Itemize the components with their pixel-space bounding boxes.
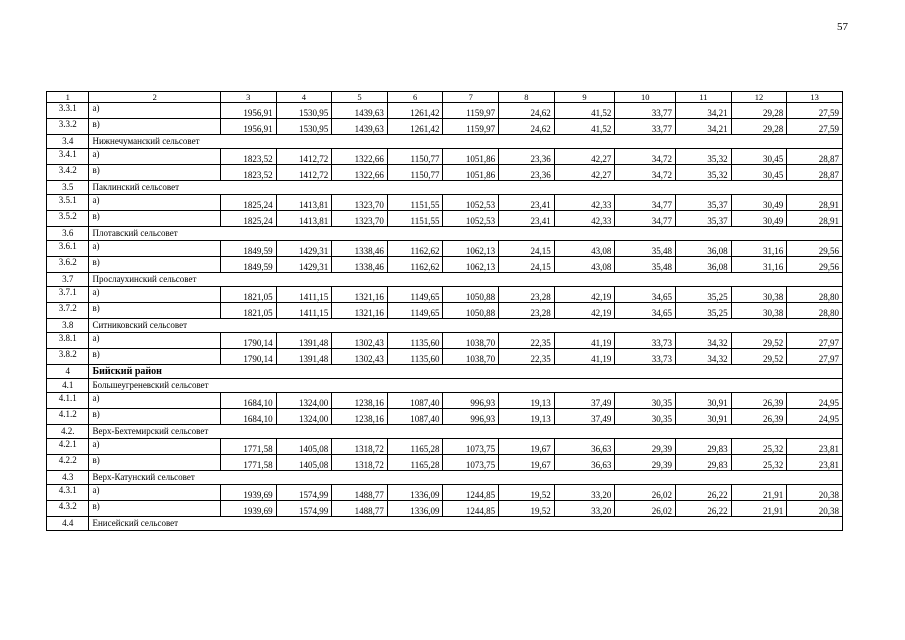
page-number: 57 — [837, 21, 848, 33]
value-cell: 19,67 — [499, 439, 555, 455]
value-cell: 34,21 — [676, 103, 732, 119]
value-cell: 21,91 — [731, 501, 787, 517]
row-id: 4.3.2 — [47, 501, 89, 517]
row-label: а) — [89, 103, 220, 119]
value-cell: 30,49 — [731, 195, 787, 211]
value-cell: 1684,10 — [220, 393, 276, 409]
value-cell: 1238,16 — [332, 409, 388, 425]
value-cell: 29,56 — [787, 257, 843, 273]
value-cell: 1956,91 — [220, 119, 276, 135]
value-cell: 26,39 — [731, 393, 787, 409]
value-cell: 1574,99 — [276, 501, 332, 517]
value-cell: 1823,52 — [220, 165, 276, 181]
row-id: 3.5.2 — [47, 211, 89, 227]
row-id: 3.7.1 — [47, 287, 89, 303]
value-cell: 1429,31 — [276, 257, 332, 273]
section-title: Большеугреневский сельсовет — [89, 379, 843, 393]
district-row — [47, 365, 843, 379]
row-label: в) — [89, 409, 220, 425]
row-id: 3.3.1 — [47, 103, 89, 119]
value-cell: 35,37 — [676, 211, 732, 227]
value-cell: 30,38 — [731, 303, 787, 319]
value-cell: 1488,77 — [332, 501, 388, 517]
tariff-table — [46, 91, 843, 531]
table-row — [47, 439, 843, 455]
column-header: 6 — [387, 92, 443, 103]
value-cell: 1244,85 — [443, 485, 499, 501]
value-cell: 33,20 — [554, 501, 615, 517]
row-label: в) — [89, 455, 220, 471]
value-cell: 1322,66 — [332, 165, 388, 181]
column-header: 10 — [615, 92, 676, 103]
column-header: 12 — [731, 92, 787, 103]
row-id: 4.1.2 — [47, 409, 89, 425]
row-id: 4.3.1 — [47, 485, 89, 501]
value-cell: 1412,72 — [276, 165, 332, 181]
value-cell: 30,38 — [731, 287, 787, 303]
value-cell: 1318,72 — [332, 439, 388, 455]
value-cell: 1135,60 — [387, 333, 443, 349]
value-cell: 41,19 — [554, 349, 615, 365]
value-cell: 30,45 — [731, 149, 787, 165]
value-cell: 1771,58 — [220, 439, 276, 455]
value-cell: 27,97 — [787, 333, 843, 349]
column-header: 8 — [499, 92, 555, 103]
section-id: 4.3 — [47, 471, 89, 485]
column-number-row — [47, 92, 843, 103]
value-cell: 26,02 — [615, 501, 676, 517]
row-label: в) — [89, 119, 220, 135]
value-cell: 42,27 — [554, 149, 615, 165]
value-cell: 1162,62 — [387, 241, 443, 257]
column-header: 5 — [332, 92, 388, 103]
value-cell: 1771,58 — [220, 455, 276, 471]
value-cell: 25,32 — [731, 455, 787, 471]
table-row — [47, 349, 843, 365]
row-id: 4.2.2 — [47, 455, 89, 471]
value-cell: 1821,05 — [220, 303, 276, 319]
value-cell: 1849,59 — [220, 241, 276, 257]
value-cell: 1073,75 — [443, 439, 499, 455]
value-cell: 34,77 — [615, 195, 676, 211]
value-cell: 22,35 — [499, 333, 555, 349]
column-header: 9 — [554, 92, 615, 103]
value-cell: 1052,53 — [443, 211, 499, 227]
value-cell: 35,48 — [615, 257, 676, 273]
value-cell: 29,28 — [731, 103, 787, 119]
row-id: 3.3.2 — [47, 119, 89, 135]
value-cell: 23,28 — [499, 303, 555, 319]
value-cell: 1338,46 — [332, 241, 388, 257]
value-cell: 24,62 — [499, 103, 555, 119]
value-cell: 26,22 — [676, 485, 732, 501]
section-title: Нижнечуманский сельсовет — [89, 135, 843, 149]
value-cell: 1238,16 — [332, 393, 388, 409]
value-cell: 1051,86 — [443, 165, 499, 181]
district-title: Бийский район — [89, 365, 843, 379]
value-cell: 24,95 — [787, 393, 843, 409]
value-cell: 20,38 — [787, 501, 843, 517]
value-cell: 1087,40 — [387, 409, 443, 425]
value-cell: 24,15 — [499, 241, 555, 257]
value-cell: 19,13 — [499, 409, 555, 425]
value-cell: 30,45 — [731, 165, 787, 181]
value-cell: 34,32 — [676, 333, 732, 349]
value-cell: 29,39 — [615, 455, 676, 471]
row-label: а) — [89, 287, 220, 303]
value-cell: 33,77 — [615, 103, 676, 119]
table-row — [47, 149, 843, 165]
value-cell: 27,59 — [787, 119, 843, 135]
value-cell: 26,02 — [615, 485, 676, 501]
value-cell: 1165,28 — [387, 455, 443, 471]
value-cell: 1322,66 — [332, 149, 388, 165]
value-cell: 20,38 — [787, 485, 843, 501]
value-cell: 1149,65 — [387, 287, 443, 303]
value-cell: 1429,31 — [276, 241, 332, 257]
value-cell: 19,52 — [499, 501, 555, 517]
value-cell: 1323,70 — [332, 211, 388, 227]
section-id: 4 — [47, 365, 89, 379]
section-title: Плотавский сельсовет — [89, 227, 843, 241]
table-row — [47, 103, 843, 119]
value-cell: 27,59 — [787, 103, 843, 119]
section-id: 3.7 — [47, 273, 89, 287]
value-cell: 23,41 — [499, 211, 555, 227]
table-row — [47, 119, 843, 135]
row-label: а) — [89, 149, 220, 165]
value-cell: 33,73 — [615, 349, 676, 365]
row-label: а) — [89, 485, 220, 501]
table-row — [47, 257, 843, 273]
section-row — [47, 425, 843, 439]
row-id: 4.1.1 — [47, 393, 89, 409]
column-header: 3 — [220, 92, 276, 103]
value-cell: 28,91 — [787, 195, 843, 211]
value-cell: 34,72 — [615, 165, 676, 181]
row-label: в) — [89, 257, 220, 273]
value-cell: 29,83 — [676, 439, 732, 455]
value-cell: 30,91 — [676, 393, 732, 409]
value-cell: 1150,77 — [387, 149, 443, 165]
value-cell: 1391,48 — [276, 333, 332, 349]
value-cell: 29,83 — [676, 455, 732, 471]
value-cell: 28,87 — [787, 149, 843, 165]
value-cell: 36,08 — [676, 257, 732, 273]
value-cell: 1530,95 — [276, 119, 332, 135]
value-cell: 34,65 — [615, 303, 676, 319]
section-id: 4.2. — [47, 425, 89, 439]
value-cell: 22,35 — [499, 349, 555, 365]
value-cell: 41,19 — [554, 333, 615, 349]
section-id: 3.5 — [47, 181, 89, 195]
value-cell: 1052,53 — [443, 195, 499, 211]
value-cell: 1821,05 — [220, 287, 276, 303]
value-cell: 1530,95 — [276, 103, 332, 119]
section-title: Прослаухинский сельсовет — [89, 273, 843, 287]
row-label: а) — [89, 333, 220, 349]
value-cell: 1038,70 — [443, 349, 499, 365]
section-title: Ситниковский сельсовет — [89, 319, 843, 333]
value-cell: 29,52 — [731, 333, 787, 349]
section-title: Паклинский сельсовет — [89, 181, 843, 195]
table-row — [47, 501, 843, 517]
table-row — [47, 409, 843, 425]
row-id: 3.6.1 — [47, 241, 89, 257]
value-cell: 35,32 — [676, 165, 732, 181]
table-row — [47, 195, 843, 211]
value-cell: 1062,13 — [443, 257, 499, 273]
value-cell: 1391,48 — [276, 349, 332, 365]
value-cell: 26,22 — [676, 501, 732, 517]
value-cell: 24,95 — [787, 409, 843, 425]
value-cell: 1412,72 — [276, 149, 332, 165]
value-cell: 23,28 — [499, 287, 555, 303]
row-id: 3.5.1 — [47, 195, 89, 211]
value-cell: 34,65 — [615, 287, 676, 303]
value-cell: 42,33 — [554, 195, 615, 211]
section-row — [47, 227, 843, 241]
value-cell: 1162,62 — [387, 257, 443, 273]
value-cell: 1411,15 — [276, 303, 332, 319]
column-header: 4 — [276, 92, 332, 103]
value-cell: 1302,43 — [332, 349, 388, 365]
column-header: 2 — [89, 92, 220, 103]
value-cell: 1825,24 — [220, 195, 276, 211]
value-cell: 1165,28 — [387, 439, 443, 455]
table-row — [47, 165, 843, 181]
value-cell: 1849,59 — [220, 257, 276, 273]
value-cell: 34,77 — [615, 211, 676, 227]
value-cell: 42,33 — [554, 211, 615, 227]
value-cell: 1823,52 — [220, 149, 276, 165]
value-cell: 1087,40 — [387, 393, 443, 409]
table-row — [47, 287, 843, 303]
value-cell: 1338,46 — [332, 257, 388, 273]
section-row — [47, 273, 843, 287]
value-cell: 1411,15 — [276, 287, 332, 303]
value-cell: 23,36 — [499, 149, 555, 165]
value-cell: 23,81 — [787, 455, 843, 471]
row-id: 3.7.2 — [47, 303, 89, 319]
value-cell: 1038,70 — [443, 333, 499, 349]
value-cell: 1939,69 — [220, 501, 276, 517]
value-cell: 30,49 — [731, 211, 787, 227]
value-cell: 42,19 — [554, 287, 615, 303]
value-cell: 1488,77 — [332, 485, 388, 501]
row-label: а) — [89, 439, 220, 455]
value-cell: 28,91 — [787, 211, 843, 227]
value-cell: 1574,99 — [276, 485, 332, 501]
value-cell: 42,27 — [554, 165, 615, 181]
value-cell: 23,81 — [787, 439, 843, 455]
value-cell: 1439,63 — [332, 119, 388, 135]
value-cell: 34,21 — [676, 119, 732, 135]
row-id: 3.8.1 — [47, 333, 89, 349]
value-cell: 24,62 — [499, 119, 555, 135]
section-row — [47, 471, 843, 485]
value-cell: 35,25 — [676, 303, 732, 319]
value-cell: 37,49 — [554, 393, 615, 409]
row-label: а) — [89, 241, 220, 257]
row-id: 3.8.2 — [47, 349, 89, 365]
row-label: в) — [89, 303, 220, 319]
row-id: 3.4.2 — [47, 165, 89, 181]
value-cell: 35,37 — [676, 195, 732, 211]
value-cell: 21,91 — [731, 485, 787, 501]
section-title: Верх-Бехтемирский сельсовет — [89, 425, 843, 439]
value-cell: 996,93 — [443, 409, 499, 425]
value-cell: 1050,88 — [443, 303, 499, 319]
section-row — [47, 319, 843, 333]
value-cell: 1939,69 — [220, 485, 276, 501]
value-cell: 1159,97 — [443, 119, 499, 135]
value-cell: 33,77 — [615, 119, 676, 135]
section-id: 4.1 — [47, 379, 89, 393]
value-cell: 36,63 — [554, 455, 615, 471]
value-cell: 1684,10 — [220, 409, 276, 425]
value-cell: 34,72 — [615, 149, 676, 165]
value-cell: 29,28 — [731, 119, 787, 135]
value-cell: 1956,91 — [220, 103, 276, 119]
column-header: 11 — [676, 92, 732, 103]
section-title: Верх-Катунский сельсовет — [89, 471, 843, 485]
value-cell: 43,08 — [554, 241, 615, 257]
value-cell: 1413,81 — [276, 195, 332, 211]
row-label: а) — [89, 195, 220, 211]
value-cell: 30,91 — [676, 409, 732, 425]
value-cell: 33,73 — [615, 333, 676, 349]
section-row — [47, 379, 843, 393]
value-cell: 24,15 — [499, 257, 555, 273]
table-body — [47, 92, 843, 531]
value-cell: 1051,86 — [443, 149, 499, 165]
value-cell: 25,32 — [731, 439, 787, 455]
value-cell: 19,52 — [499, 485, 555, 501]
value-cell: 28,80 — [787, 287, 843, 303]
section-id: 3.8 — [47, 319, 89, 333]
row-label: в) — [89, 349, 220, 365]
value-cell: 43,08 — [554, 257, 615, 273]
value-cell: 1150,77 — [387, 165, 443, 181]
value-cell: 1135,60 — [387, 349, 443, 365]
value-cell: 28,80 — [787, 303, 843, 319]
value-cell: 1151,55 — [387, 211, 443, 227]
value-cell: 35,48 — [615, 241, 676, 257]
section-row — [47, 517, 843, 531]
section-row — [47, 135, 843, 149]
section-id: 3.4 — [47, 135, 89, 149]
row-label: а) — [89, 393, 220, 409]
value-cell: 29,39 — [615, 439, 676, 455]
value-cell: 41,52 — [554, 103, 615, 119]
row-label: в) — [89, 501, 220, 517]
value-cell: 1321,16 — [332, 303, 388, 319]
value-cell: 1405,08 — [276, 439, 332, 455]
value-cell: 23,41 — [499, 195, 555, 211]
value-cell: 31,16 — [731, 257, 787, 273]
value-cell: 1825,24 — [220, 211, 276, 227]
value-cell: 42,19 — [554, 303, 615, 319]
value-cell: 31,16 — [731, 241, 787, 257]
value-cell: 1413,81 — [276, 211, 332, 227]
value-cell: 19,67 — [499, 455, 555, 471]
value-cell: 1336,09 — [387, 501, 443, 517]
row-id: 3.6.2 — [47, 257, 89, 273]
value-cell: 41,52 — [554, 119, 615, 135]
value-cell: 34,32 — [676, 349, 732, 365]
value-cell: 1159,97 — [443, 103, 499, 119]
value-cell: 29,52 — [731, 349, 787, 365]
section-title: Енисейский сельсовет — [89, 517, 843, 531]
value-cell: 1261,42 — [387, 103, 443, 119]
value-cell: 1149,65 — [387, 303, 443, 319]
table-row — [47, 485, 843, 501]
value-cell: 1318,72 — [332, 455, 388, 471]
row-id: 3.4.1 — [47, 149, 89, 165]
value-cell: 1324,00 — [276, 393, 332, 409]
value-cell: 23,36 — [499, 165, 555, 181]
value-cell: 33,20 — [554, 485, 615, 501]
table-row — [47, 303, 843, 319]
value-cell: 36,08 — [676, 241, 732, 257]
value-cell: 35,25 — [676, 287, 732, 303]
value-cell: 28,87 — [787, 165, 843, 181]
value-cell: 996,93 — [443, 393, 499, 409]
value-cell: 29,56 — [787, 241, 843, 257]
value-cell: 35,32 — [676, 149, 732, 165]
value-cell: 1151,55 — [387, 195, 443, 211]
section-row — [47, 181, 843, 195]
table-row — [47, 393, 843, 409]
row-label: в) — [89, 211, 220, 227]
value-cell: 1790,14 — [220, 349, 276, 365]
value-cell: 19,13 — [499, 393, 555, 409]
value-cell: 26,39 — [731, 409, 787, 425]
row-id: 4.2.1 — [47, 439, 89, 455]
value-cell: 1790,14 — [220, 333, 276, 349]
value-cell: 1062,13 — [443, 241, 499, 257]
row-label: в) — [89, 165, 220, 181]
section-id: 4.4 — [47, 517, 89, 531]
column-header: 13 — [787, 92, 843, 103]
column-header: 7 — [443, 92, 499, 103]
value-cell: 1324,00 — [276, 409, 332, 425]
value-cell: 30,35 — [615, 393, 676, 409]
value-cell: 1302,43 — [332, 333, 388, 349]
value-cell: 1073,75 — [443, 455, 499, 471]
value-cell: 27,97 — [787, 349, 843, 365]
value-cell: 1323,70 — [332, 195, 388, 211]
value-cell: 1244,85 — [443, 501, 499, 517]
table-row — [47, 455, 843, 471]
table-row — [47, 333, 843, 349]
value-cell: 36,63 — [554, 439, 615, 455]
value-cell: 1321,16 — [332, 287, 388, 303]
section-id: 3.6 — [47, 227, 89, 241]
value-cell: 1439,63 — [332, 103, 388, 119]
value-cell: 1050,88 — [443, 287, 499, 303]
table-row — [47, 241, 843, 257]
value-cell: 1336,09 — [387, 485, 443, 501]
value-cell: 37,49 — [554, 409, 615, 425]
value-cell: 1261,42 — [387, 119, 443, 135]
value-cell: 1405,08 — [276, 455, 332, 471]
value-cell: 30,35 — [615, 409, 676, 425]
table-row — [47, 211, 843, 227]
column-header: 1 — [47, 92, 89, 103]
